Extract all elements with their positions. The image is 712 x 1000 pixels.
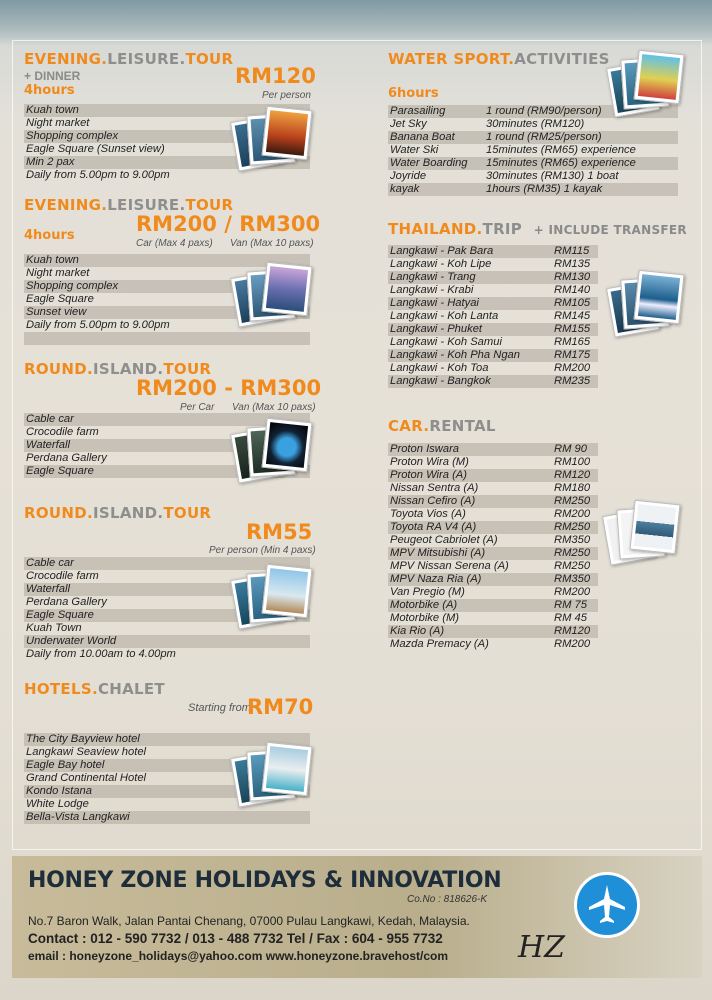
table-row: Mazda Premacy (A) RM200 (390, 638, 591, 650)
list-item: Eagle Square (24, 609, 310, 622)
price-label: RM70 (247, 695, 314, 719)
table-row: Langkawi - Krabi RM140 (390, 284, 591, 296)
list-item: Eagle Square (Sunset view) (26, 143, 165, 155)
section-title: HOTELS.CHALET (24, 680, 165, 698)
photo-stack-hotel (232, 744, 312, 814)
photo-stack-sunset (232, 108, 312, 178)
list-item: Kuah town (24, 254, 310, 267)
list-item: Langkawi Seaview hotel (26, 746, 147, 758)
section-thailand-trip (388, 220, 687, 238)
trip-table (388, 245, 598, 388)
list-item: Kuah town (24, 104, 310, 117)
list-item: Night market (26, 267, 90, 279)
list-item: Min 2 pax (24, 156, 310, 169)
price-label: RM120 (235, 64, 316, 88)
price-label: RM200 - RM300 (136, 376, 322, 400)
table-row: Kia Rio (A) RM120 (388, 625, 598, 638)
list-item: Kuah Town (26, 622, 82, 634)
table-row: MPV Naza Ria (A) RM350 (388, 573, 598, 586)
table-row: MPV Mitsubishi (A) RM250 (388, 547, 598, 560)
section-water-sport (388, 50, 610, 101)
photo-stack-boat (610, 272, 690, 342)
address-text: No.7 Baron Walk, Jalan Pantai Chenang, 07000 Pulau Langkawi, Kedah, Malaysia. (28, 914, 470, 928)
section-title: ROUND.ISLAND.TOUR (24, 360, 212, 378)
section-title: CAR.RENTAL (388, 417, 496, 435)
photo-stack-car (606, 502, 686, 572)
list-item: Eagle Square (26, 293, 94, 305)
price-note-van: Van (Max 10 paxs) (230, 238, 314, 249)
contact-text: Contact : 012 - 590 7732 / 013 - 488 7732 Tel / Fax : 604 - 955 7732 (28, 931, 443, 946)
section-evening-tour-1 (24, 50, 233, 98)
list-item: Cable car (24, 557, 310, 570)
table-row: Water Boarding 15minutes (RM65) experience (388, 157, 678, 170)
airplane-logo-icon (574, 872, 640, 938)
duration-label: 4hours (24, 83, 75, 98)
hz-signature: HZ (518, 930, 566, 965)
table-row: Proton Iswara RM 90 (388, 443, 598, 456)
table-row: Peugeot Cabriolet (A) RM350 (390, 534, 591, 546)
list-item: The City Bayview hotel (24, 733, 310, 746)
table-row: Proton Wira (M) RM100 (390, 456, 591, 468)
table-row: Langkawi - Trang RM130 (388, 271, 598, 284)
section-round-island-2 (24, 504, 211, 522)
duration-label: 4hours (24, 228, 75, 243)
table-row: Proton Wira (A) RM120 (388, 469, 598, 482)
photo-stack-watersport (610, 52, 690, 122)
list-item: Daily from 10.00am to 4.00pm (26, 648, 176, 660)
section-hotels (24, 680, 165, 698)
list-item: Underwater World (24, 635, 310, 648)
table-row: Langkawi - Koh Lipe RM135 (390, 258, 591, 270)
table-row: Langkawi - Bangkok RM235 (388, 375, 598, 388)
table-row: Jet Sky 30minutes (RM120) (390, 118, 585, 130)
table-row: Langkawi - Phuket RM155 (388, 323, 598, 336)
price-note: Per person (262, 90, 311, 101)
photo-stack-cave (232, 420, 312, 490)
starting-from-label: Starting from (188, 702, 251, 714)
rental-table (388, 443, 598, 651)
section-title: EVENING.LEISURE.TOUR (24, 50, 234, 68)
list-item: Sunset view (24, 306, 310, 319)
table-row: Nissan Sentra (A) RM180 (390, 482, 591, 494)
table-row: Langkawi - Koh Pha Ngan RM175 (388, 349, 598, 362)
table-row: Langkawi - Koh Lanta RM145 (390, 310, 591, 322)
list-item: Daily from 5.00pm to 9.00pm (26, 169, 170, 181)
price-note-car: Car (Max 4 paxs) (136, 238, 213, 249)
list-item: Daily from 5.00pm to 9.00pm (26, 319, 170, 331)
list-item: Perdana Gallery (26, 596, 107, 608)
list-item: Crocodile farm (26, 426, 99, 438)
price-note: Per person (Min 4 paxs) (209, 545, 316, 556)
section-title: ROUND.ISLAND.TOUR (24, 504, 212, 522)
company-name: HONEY ZONE HOLIDAYS & INNOVATION (28, 868, 502, 893)
email-web-text: email : honeyzone_holidays@yahoo.com www.honeyzone.bravehost/com (28, 949, 449, 963)
price-label: RM55 (246, 520, 313, 544)
table-row: Van Pregio (M) RM200 (390, 586, 591, 598)
list-item: Eagle Bay hotel (24, 759, 310, 772)
list-item: Eagle Square (24, 465, 310, 478)
list-item: Waterfall (24, 439, 310, 452)
price-label: RM200 / RM300 (136, 212, 321, 236)
table-row: Toyota RA V4 (A) RM250 (388, 521, 598, 534)
section-title: WATER SPORT.ACTIVITIES (388, 50, 610, 68)
section-car-rental (388, 417, 496, 435)
price-note-van: Van (Max 10 paxs) (232, 402, 316, 413)
section-subtitle: + DINNER (24, 69, 81, 83)
list-item: Night market (26, 117, 90, 129)
table-row: Joyride 30minutes (RM130) 1 boat (390, 170, 619, 182)
table-row: Toyota Vios (A) RM200 (390, 508, 591, 520)
list-item: Shopping complex (24, 130, 310, 143)
table-row: kayak 1hours (RM35) 1 kayak (388, 183, 678, 196)
list-item: Cable car (24, 413, 310, 426)
company-number: Co.No : 818626-K (407, 894, 488, 905)
section-title: THAILAND.TRIP + INCLUDE TRANSFER (388, 220, 687, 238)
list-item: Waterfall (24, 583, 310, 596)
list-item: Shopping complex (24, 280, 310, 293)
table-row: MPV Nissan Serena (A) RM250 (390, 560, 591, 572)
list-item: Kondo Istana (24, 785, 310, 798)
table-row: Motorbike (M) RM 45 (390, 612, 587, 624)
photo-stack-eagle (232, 566, 312, 636)
table-row: Langkawi - Koh Toa RM200 (390, 362, 591, 374)
table-row: Motorbike (A) RM 75 (388, 599, 598, 612)
duration-label: 6hours (388, 86, 439, 101)
list-item: Grand Continental Hotel (26, 772, 147, 784)
table-row: Parasailing 1 round (RM90/person) (388, 105, 678, 118)
list-item: White Lodge (26, 798, 89, 810)
table-row: Nissan Cefiro (A) RM250 (388, 495, 598, 508)
list-item: Crocodile farm (26, 570, 99, 582)
table-row: Langkawi - Koh Samui RM165 (390, 336, 591, 348)
table-row: Langkawi - Pak Bara RM115 (388, 245, 598, 258)
list-item: Perdana Gallery (26, 452, 107, 464)
list-item: Bella-Vista Langkawi (24, 811, 310, 824)
table-row: Langkawi - Hatyai RM105 (388, 297, 598, 310)
photo-stack-bay (232, 264, 312, 334)
section-title: EVENING.LEISURE.TOUR (24, 196, 234, 214)
table-row: Banana Boat 1 round (RM25/person) (388, 131, 678, 144)
table-row: Water Ski 15minutes (RM65) experience (390, 144, 636, 156)
price-note-car: Per Car (180, 402, 215, 413)
